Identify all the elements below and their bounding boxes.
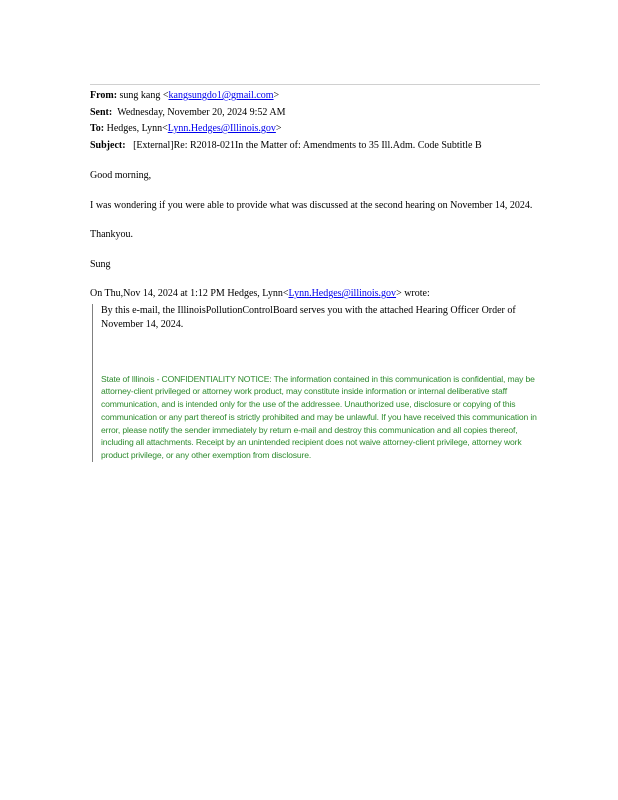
- top-divider: [90, 84, 540, 85]
- spacer: [90, 243, 540, 258]
- spacer: [90, 184, 540, 199]
- from-line: From: sung kang <kangsungdo1@gmail.com>: [90, 90, 280, 101]
- quote-intro: On Thu,Nov 14, 2024 at 1:12 PM Hedges, Lynn<Lynn.Hedges@illinois.gov> wrote:: [90, 288, 430, 299]
- spacer: [90, 213, 540, 228]
- sent-label: Sent:: [90, 106, 113, 118]
- from-email-link[interactable]: kangsungdo1@gmail.com: [168, 90, 274, 101]
- to-email-link[interactable]: Lynn.Hedges@Illinois.gov: [167, 123, 276, 134]
- quoted-message: [92, 304, 541, 463]
- subject-line: [90, 138, 540, 155]
- to-line: To: Hedges, Lynn<Lynn.Hedges@Illinois.gov>: [90, 123, 282, 134]
- body-paragraph: I was wondering if you were able to provide what was discussed at the second hearing on November 14, 2024.: [90, 199, 533, 211]
- quote-intro-email-link[interactable]: Lynn.Hedges@illinois.gov: [288, 288, 397, 299]
- spacer: [90, 154, 540, 169]
- signature: Sung: [90, 258, 111, 270]
- from-name: sung kang: [119, 90, 161, 101]
- subject-value: [External]Re: R2018-021In the Matter of: Amendments to 35 Ill.Adm. Code Subtitle B: [133, 139, 482, 151]
- quoted-message-text: By this e-mail, the IllinoisPollutionControlBoard serves you with the attached Hearing Officer Order of November 14, 2024.: [101, 304, 516, 330]
- quote-intro-prefix: On Thu,Nov 14, 2024 at 1:12 PM Hedges, Lynn: [90, 288, 283, 299]
- confidentiality-notice: State of Illinois - CONFIDENTIALITY NOTICE: The information contained in this communication is confidential, may be attorney-client privileged or attorney work product, may constitute inside information or internal deliberative staff communication, and is intended only for the use of the addressee. Unauthorized use, disclosure or copying of this communication or any part thereof is strictly prohibited and may be unlawful. If you have received this communication in error, please notify the sender immediately by return e-mail and destroy this communication and all copies thereof, including all attachments. Receipt by an unintended recipient does not waive attorney-client privilege, attorney work product privilege, or any other exemption from disclosure.: [101, 373, 537, 461]
- email-document: [90, 84, 540, 471]
- quote-intro-suffix: wrote:: [404, 288, 430, 299]
- subject-label: Subject:: [90, 139, 126, 151]
- from-label: From:: [90, 90, 118, 101]
- to-label: To:: [90, 123, 105, 134]
- to-name: Hedges, Lynn: [106, 123, 163, 134]
- sent-line: [90, 105, 540, 122]
- thanks-line: Thankyou.: [90, 229, 134, 240]
- spacer: [90, 272, 540, 287]
- sent-value: Wednesday, November 20, 2024 9:52 AM: [117, 106, 286, 118]
- greeting: Good morning,: [90, 170, 152, 181]
